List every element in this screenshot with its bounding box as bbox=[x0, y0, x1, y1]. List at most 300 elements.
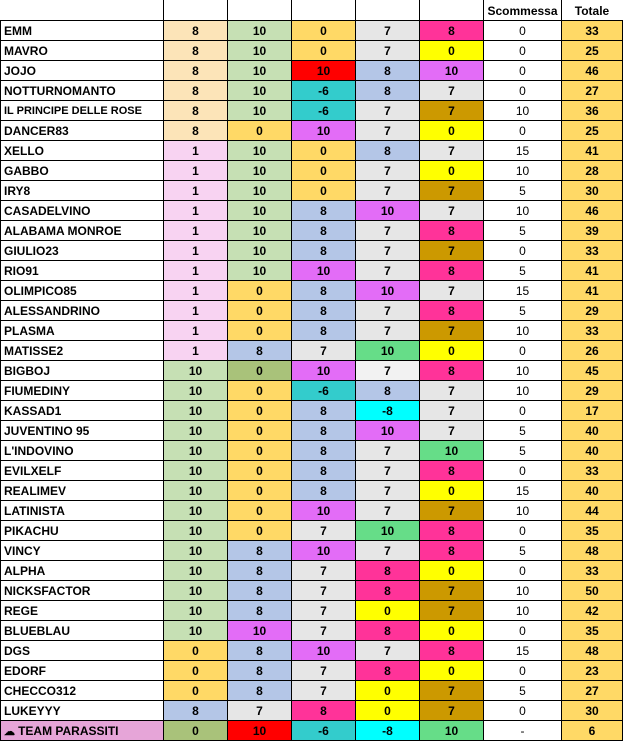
score-cell-1[interactable]: 10 bbox=[164, 381, 228, 401]
score-cell-3[interactable]: 8 bbox=[292, 281, 356, 301]
bet-cell[interactable]: 10 bbox=[484, 201, 562, 221]
player-name-cell[interactable]: CHECCO312 bbox=[1, 681, 164, 701]
total-cell[interactable]: 28 bbox=[562, 161, 623, 181]
player-name-cell[interactable]: DGS bbox=[1, 641, 164, 661]
score-cell-5[interactable]: 10 bbox=[420, 61, 484, 81]
total-cell[interactable]: 23 bbox=[562, 661, 623, 681]
score-cell-2[interactable]: 8 bbox=[228, 561, 292, 581]
score-cell-5[interactable]: 7 bbox=[420, 201, 484, 221]
total-cell[interactable]: 41 bbox=[562, 261, 623, 281]
score-cell-1[interactable]: 8 bbox=[164, 701, 228, 721]
bet-cell[interactable]: 0 bbox=[484, 401, 562, 421]
score-cell-2[interactable]: 0 bbox=[228, 401, 292, 421]
total-cell[interactable]: 33 bbox=[562, 561, 623, 581]
score-cell-3[interactable]: 10 bbox=[292, 261, 356, 281]
score-cell-3[interactable]: 8 bbox=[292, 461, 356, 481]
score-cell-4[interactable]: 8 bbox=[356, 81, 420, 101]
score-cell-1[interactable]: 10 bbox=[164, 441, 228, 461]
score-cell-1[interactable]: 1 bbox=[164, 341, 228, 361]
score-cell-4[interactable]: 7 bbox=[356, 461, 420, 481]
score-cell-5[interactable]: 0 bbox=[420, 661, 484, 681]
score-cell-4[interactable]: 7 bbox=[356, 41, 420, 61]
player-name-cell[interactable]: IRY8 bbox=[1, 181, 164, 201]
total-cell[interactable]: 29 bbox=[562, 301, 623, 321]
player-name-cell[interactable]: REGE bbox=[1, 601, 164, 621]
score-cell-3[interactable]: -6 bbox=[292, 81, 356, 101]
score-cell-3[interactable]: 7 bbox=[292, 341, 356, 361]
total-cell[interactable]: 30 bbox=[562, 181, 623, 201]
score-cell-3[interactable]: 8 bbox=[292, 701, 356, 721]
score-cell-2[interactable]: 10 bbox=[228, 721, 292, 741]
bet-cell[interactable]: 10 bbox=[484, 101, 562, 121]
total-cell[interactable]: 33 bbox=[562, 241, 623, 261]
score-cell-1[interactable]: 1 bbox=[164, 321, 228, 341]
table-row bbox=[1, 621, 623, 641]
score-cell-1[interactable]: 10 bbox=[164, 401, 228, 421]
score-cell-5[interactable]: 0 bbox=[420, 621, 484, 641]
score-cell-2[interactable]: 0 bbox=[228, 361, 292, 381]
score-cell-3[interactable]: 0 bbox=[292, 21, 356, 41]
score-cell-1[interactable]: 8 bbox=[164, 121, 228, 141]
bet-cell[interactable]: 0 bbox=[484, 81, 562, 101]
score-cell-5[interactable]: 8 bbox=[420, 541, 484, 561]
score-cell-5[interactable]: 0 bbox=[420, 161, 484, 181]
bet-cell[interactable]: 15 bbox=[484, 141, 562, 161]
total-cell[interactable]: 46 bbox=[562, 201, 623, 221]
total-cell[interactable]: 45 bbox=[562, 361, 623, 381]
score-cell-2[interactable]: 0 bbox=[228, 421, 292, 441]
score-cell-5[interactable]: 8 bbox=[420, 221, 484, 241]
score-cell-4[interactable]: 10 bbox=[356, 281, 420, 301]
bet-cell[interactable]: 15 bbox=[484, 641, 562, 661]
score-cell-5[interactable]: 7 bbox=[420, 101, 484, 121]
player-name-cell[interactable]: CASADELVINO bbox=[1, 201, 164, 221]
score-cell-3[interactable]: 0 bbox=[292, 181, 356, 201]
team-name-cell[interactable] bbox=[1, 721, 164, 741]
bet-cell[interactable]: 0 bbox=[484, 561, 562, 581]
score-cell-5[interactable]: 7 bbox=[420, 81, 484, 101]
score-cell-1[interactable]: 10 bbox=[164, 601, 228, 621]
total-cell[interactable]: 48 bbox=[562, 641, 623, 661]
total-cell[interactable]: 42 bbox=[562, 601, 623, 621]
player-name-cell[interactable]: EMM bbox=[1, 21, 164, 41]
player-name-cell[interactable]: DANCER83 bbox=[1, 121, 164, 141]
score-cell-5[interactable]: 0 bbox=[420, 561, 484, 581]
score-cell-1[interactable]: 1 bbox=[164, 161, 228, 181]
total-cell[interactable]: 41 bbox=[562, 281, 623, 301]
total-cell[interactable]: 40 bbox=[562, 441, 623, 461]
header-row bbox=[1, 1, 623, 21]
total-cell[interactable]: 41 bbox=[562, 141, 623, 161]
player-name-cell[interactable]: ALABAMA MONROE bbox=[1, 221, 164, 241]
bet-cell[interactable]: 0 bbox=[484, 461, 562, 481]
bet-cell[interactable]: 0 bbox=[484, 661, 562, 681]
player-name-cell[interactable]: JOJO bbox=[1, 61, 164, 81]
score-cell-4[interactable]: 7 bbox=[356, 541, 420, 561]
table-row bbox=[1, 501, 623, 521]
player-name-cell[interactable]: ALESSANDRINO bbox=[1, 301, 164, 321]
score-cell-5[interactable]: 7 bbox=[420, 381, 484, 401]
score-cell-3[interactable]: 10 bbox=[292, 61, 356, 81]
score-cell-4[interactable]: 7 bbox=[356, 321, 420, 341]
score-cell-1[interactable]: 0 bbox=[164, 641, 228, 661]
table-row bbox=[1, 481, 623, 501]
total-cell[interactable]: 36 bbox=[562, 101, 623, 121]
score-cell-1[interactable]: 10 bbox=[164, 541, 228, 561]
bet-cell[interactable]: 10 bbox=[484, 161, 562, 181]
bet-cell[interactable]: 5 bbox=[484, 441, 562, 461]
score-cell-2[interactable]: 8 bbox=[228, 581, 292, 601]
total-cell[interactable]: 25 bbox=[562, 121, 623, 141]
total-cell[interactable]: 33 bbox=[562, 461, 623, 481]
score-cell-4[interactable]: 8 bbox=[356, 561, 420, 581]
score-cell-2[interactable]: 0 bbox=[228, 281, 292, 301]
player-name-cell[interactable]: EVILXELF bbox=[1, 461, 164, 481]
score-cell-4[interactable]: 7 bbox=[356, 101, 420, 121]
score-cell-1[interactable]: 1 bbox=[164, 201, 228, 221]
total-cell[interactable]: 25 bbox=[562, 41, 623, 61]
score-cell-1[interactable]: 10 bbox=[164, 581, 228, 601]
score-cell-4[interactable]: 7 bbox=[356, 501, 420, 521]
score-cell-5[interactable]: 0 bbox=[420, 341, 484, 361]
player-name-cell[interactable]: XELLO bbox=[1, 141, 164, 161]
bet-cell[interactable]: 5 bbox=[484, 421, 562, 441]
score-cell-1[interactable]: 10 bbox=[164, 421, 228, 441]
score-cell-1[interactable]: 8 bbox=[164, 41, 228, 61]
score-cell-3[interactable]: 7 bbox=[292, 581, 356, 601]
table-row bbox=[1, 81, 623, 101]
total-cell[interactable]: 33 bbox=[562, 21, 623, 41]
score-cell-3[interactable]: 8 bbox=[292, 421, 356, 441]
table-row bbox=[1, 581, 623, 601]
score-cell-3[interactable]: 8 bbox=[292, 201, 356, 221]
bet-cell[interactable]: 0 bbox=[484, 521, 562, 541]
player-name-cell[interactable]: KASSAD1 bbox=[1, 401, 164, 421]
score-cell-3[interactable]: 7 bbox=[292, 681, 356, 701]
player-name-cell[interactable]: JUVENTINO 95 bbox=[1, 421, 164, 441]
score-cell-4[interactable]: 10 bbox=[356, 421, 420, 441]
score-cell-1[interactable]: 10 bbox=[164, 461, 228, 481]
total-cell[interactable]: 35 bbox=[562, 521, 623, 541]
bet-cell[interactable]: 5 bbox=[484, 541, 562, 561]
score-cell-3[interactable]: 8 bbox=[292, 481, 356, 501]
player-name-cell[interactable]: PLASMA bbox=[1, 321, 164, 341]
score-cell-3[interactable]: 8 bbox=[292, 221, 356, 241]
score-cell-4[interactable]: 0 bbox=[356, 601, 420, 621]
score-cell-3[interactable]: 10 bbox=[292, 361, 356, 381]
score-cell-4[interactable]: 7 bbox=[356, 221, 420, 241]
score-cell-1[interactable]: 10 bbox=[164, 521, 228, 541]
score-cell-2[interactable]: 0 bbox=[228, 321, 292, 341]
score-cell-2[interactable]: 10 bbox=[228, 81, 292, 101]
score-cell-4[interactable]: 7 bbox=[356, 641, 420, 661]
bet-cell[interactable]: 0 bbox=[484, 21, 562, 41]
bet-cell[interactable]: 10 bbox=[484, 361, 562, 381]
bet-cell[interactable]: 10 bbox=[484, 321, 562, 341]
score-cell-2[interactable]: 0 bbox=[228, 501, 292, 521]
score-cell-2[interactable]: 10 bbox=[228, 141, 292, 161]
score-cell-4[interactable]: 7 bbox=[356, 21, 420, 41]
bet-cell[interactable]: 0 bbox=[484, 621, 562, 641]
total-cell[interactable]: 6 bbox=[562, 721, 623, 741]
player-name-cell[interactable]: GIULIO23 bbox=[1, 241, 164, 261]
score-cell-1[interactable]: 1 bbox=[164, 281, 228, 301]
score-cell-2[interactable]: 8 bbox=[228, 681, 292, 701]
player-name-cell[interactable]: BIGBOJ bbox=[1, 361, 164, 381]
player-name-cell[interactable]: LATINISTA bbox=[1, 501, 164, 521]
score-cell-2[interactable]: 10 bbox=[228, 21, 292, 41]
bet-cell[interactable]: 10 bbox=[484, 381, 562, 401]
table-row bbox=[1, 61, 623, 81]
bet-cell[interactable]: 0 bbox=[484, 341, 562, 361]
player-name-cell[interactable]: ALPHA bbox=[1, 561, 164, 581]
score-cell-3[interactable]: 8 bbox=[292, 401, 356, 421]
bet-cell[interactable]: 0 bbox=[484, 241, 562, 261]
score-cell-4[interactable]: 7 bbox=[356, 161, 420, 181]
score-cell-2[interactable]: 10 bbox=[228, 181, 292, 201]
bet-cell[interactable]: 5 bbox=[484, 681, 562, 701]
score-cell-3[interactable]: 7 bbox=[292, 561, 356, 581]
score-cell-1[interactable]: 1 bbox=[164, 221, 228, 241]
score-cell-2[interactable]: 0 bbox=[228, 301, 292, 321]
score-cell-5[interactable]: 8 bbox=[420, 301, 484, 321]
score-cell-1[interactable]: 10 bbox=[164, 501, 228, 521]
total-cell[interactable]: 39 bbox=[562, 221, 623, 241]
score-cell-1[interactable]: 0 bbox=[164, 721, 228, 741]
bet-cell[interactable]: 15 bbox=[484, 481, 562, 501]
score-cell-2[interactable]: 8 bbox=[228, 541, 292, 561]
score-cell-4[interactable]: 8 bbox=[356, 661, 420, 681]
score-cell-2[interactable]: 0 bbox=[228, 381, 292, 401]
score-cell-4[interactable]: 7 bbox=[356, 261, 420, 281]
score-cell-1[interactable]: 1 bbox=[164, 181, 228, 201]
score-cell-3[interactable]: 0 bbox=[292, 41, 356, 61]
score-cell-1[interactable]: 1 bbox=[164, 261, 228, 281]
score-cell-1[interactable]: 8 bbox=[164, 81, 228, 101]
total-cell[interactable]: 50 bbox=[562, 581, 623, 601]
score-cell-5[interactable]: 0 bbox=[420, 481, 484, 501]
score-cell-4[interactable]: 0 bbox=[356, 681, 420, 701]
score-cell-5[interactable]: 7 bbox=[420, 601, 484, 621]
player-name-cell[interactable]: L'INDOVINO bbox=[1, 441, 164, 461]
score-cell-5[interactable]: 7 bbox=[420, 501, 484, 521]
score-cell-2[interactable]: 7 bbox=[228, 701, 292, 721]
score-cell-4[interactable]: -8 bbox=[356, 721, 420, 741]
score-cell-5[interactable]: 7 bbox=[420, 241, 484, 261]
score-cell-1[interactable]: 1 bbox=[164, 241, 228, 261]
player-name-cell[interactable]: GABBO bbox=[1, 161, 164, 181]
score-cell-4[interactable]: 10 bbox=[356, 201, 420, 221]
score-cell-3[interactable]: 7 bbox=[292, 621, 356, 641]
score-cell-4[interactable]: 7 bbox=[356, 361, 420, 381]
score-cell-4[interactable]: 10 bbox=[356, 341, 420, 361]
score-cell-2[interactable]: 10 bbox=[228, 621, 292, 641]
bet-cell[interactable]: 10 bbox=[484, 501, 562, 521]
score-cell-2[interactable]: 10 bbox=[228, 161, 292, 181]
score-cell-4[interactable]: 7 bbox=[356, 441, 420, 461]
score-cell-2[interactable]: 0 bbox=[228, 441, 292, 461]
score-cell-3[interactable]: -6 bbox=[292, 101, 356, 121]
bet-cell[interactable]: 0 bbox=[484, 701, 562, 721]
score-cell-2[interactable]: 10 bbox=[228, 101, 292, 121]
score-cell-3[interactable]: 0 bbox=[292, 161, 356, 181]
score-cell-5[interactable]: 7 bbox=[420, 321, 484, 341]
total-cell[interactable]: 27 bbox=[562, 681, 623, 701]
total-cell[interactable]: 33 bbox=[562, 321, 623, 341]
score-cell-5[interactable]: 8 bbox=[420, 361, 484, 381]
score-cell-1[interactable]: 10 bbox=[164, 621, 228, 641]
bet-cell[interactable]: 0 bbox=[484, 41, 562, 61]
player-name-cell[interactable]: BLUEBLAU bbox=[1, 621, 164, 641]
score-cell-1[interactable]: 0 bbox=[164, 661, 228, 681]
score-cell-5[interactable]: 8 bbox=[420, 521, 484, 541]
score-cell-4[interactable]: 7 bbox=[356, 481, 420, 501]
player-name-cell[interactable]: NOTTURNOMANTO bbox=[1, 81, 164, 101]
score-cell-1[interactable]: 0 bbox=[164, 681, 228, 701]
score-cell-2[interactable]: 8 bbox=[228, 341, 292, 361]
table-row bbox=[1, 101, 623, 121]
score-cell-5[interactable]: 7 bbox=[420, 701, 484, 721]
score-cell-2[interactable]: 0 bbox=[228, 481, 292, 501]
bet-cell[interactable]: 5 bbox=[484, 261, 562, 281]
score-cell-5[interactable]: 7 bbox=[420, 581, 484, 601]
cloud-icon: ☁ bbox=[4, 725, 19, 738]
score-cell-4[interactable]: 7 bbox=[356, 241, 420, 261]
score-cell-3[interactable]: 10 bbox=[292, 641, 356, 661]
score-cell-2[interactable]: 10 bbox=[228, 201, 292, 221]
score-cell-2[interactable]: 10 bbox=[228, 241, 292, 261]
bet-cell[interactable]: 0 bbox=[484, 121, 562, 141]
bet-cell[interactable]: 5 bbox=[484, 181, 562, 201]
score-cell-5[interactable]: 8 bbox=[420, 261, 484, 281]
player-name-cell[interactable]: IL PRINCIPE DELLE ROSE bbox=[1, 101, 164, 121]
player-name-cell[interactable]: MATISSE2 bbox=[1, 341, 164, 361]
score-cell-3[interactable]: 0 bbox=[292, 141, 356, 161]
score-cell-4[interactable]: 8 bbox=[356, 141, 420, 161]
score-cell-4[interactable]: -8 bbox=[356, 401, 420, 421]
score-cell-5[interactable]: 0 bbox=[420, 121, 484, 141]
player-name-cell[interactable]: PIKACHU bbox=[1, 521, 164, 541]
player-name-cell[interactable]: NICKSFACTOR bbox=[1, 581, 164, 601]
score-cell-5[interactable]: 8 bbox=[420, 641, 484, 661]
score-cell-4[interactable]: 7 bbox=[356, 301, 420, 321]
score-cell-2[interactable]: 8 bbox=[228, 661, 292, 681]
score-cell-5[interactable]: 7 bbox=[420, 401, 484, 421]
score-cell-3[interactable]: 8 bbox=[292, 441, 356, 461]
score-cell-5[interactable]: 7 bbox=[420, 281, 484, 301]
score-cell-2[interactable]: 0 bbox=[228, 461, 292, 481]
score-cell-2[interactable]: 10 bbox=[228, 261, 292, 281]
bet-cell[interactable]: - bbox=[484, 721, 562, 741]
score-cell-4[interactable]: 8 bbox=[356, 581, 420, 601]
bet-cell[interactable]: 0 bbox=[484, 61, 562, 81]
score-cell-2[interactable]: 10 bbox=[228, 61, 292, 81]
score-cell-5[interactable]: 7 bbox=[420, 181, 484, 201]
score-cell-4[interactable]: 10 bbox=[356, 521, 420, 541]
score-cell-3[interactable]: 8 bbox=[292, 321, 356, 341]
score-cell-2[interactable]: 10 bbox=[228, 221, 292, 241]
total-cell[interactable]: 46 bbox=[562, 61, 623, 81]
score-cell-4[interactable]: 8 bbox=[356, 381, 420, 401]
bet-cell[interactable]: 5 bbox=[484, 301, 562, 321]
total-cell[interactable]: 48 bbox=[562, 541, 623, 561]
score-cell-3[interactable]: 8 bbox=[292, 301, 356, 321]
score-cell-4[interactable]: 8 bbox=[356, 621, 420, 641]
score-cell-1[interactable]: 8 bbox=[164, 101, 228, 121]
score-cell-4[interactable]: 0 bbox=[356, 701, 420, 721]
score-cell-1[interactable]: 10 bbox=[164, 481, 228, 501]
total-cell[interactable]: 26 bbox=[562, 341, 623, 361]
total-cell[interactable]: 17 bbox=[562, 401, 623, 421]
score-cell-3[interactable]: 7 bbox=[292, 601, 356, 621]
score-cell-2[interactable]: 0 bbox=[228, 521, 292, 541]
score-cell-2[interactable]: 10 bbox=[228, 41, 292, 61]
player-name-cell[interactable]: FIUMEDINY bbox=[1, 381, 164, 401]
total-cell[interactable]: 44 bbox=[562, 501, 623, 521]
bet-cell[interactable]: 10 bbox=[484, 581, 562, 601]
score-cell-4[interactable]: 7 bbox=[356, 181, 420, 201]
total-cell[interactable]: 40 bbox=[562, 421, 623, 441]
score-cell-5[interactable]: 10 bbox=[420, 721, 484, 741]
bet-cell[interactable]: 10 bbox=[484, 601, 562, 621]
player-name-cell[interactable]: VINCY bbox=[1, 541, 164, 561]
score-cell-2[interactable]: 8 bbox=[228, 641, 292, 661]
bet-cell[interactable]: 5 bbox=[484, 221, 562, 241]
total-cell[interactable]: 29 bbox=[562, 381, 623, 401]
score-cell-4[interactable]: 7 bbox=[356, 121, 420, 141]
score-cell-1[interactable]: 10 bbox=[164, 361, 228, 381]
total-cell[interactable]: 30 bbox=[562, 701, 623, 721]
player-name-cell[interactable]: OLIMPICO85 bbox=[1, 281, 164, 301]
score-cell-5[interactable]: 10 bbox=[420, 441, 484, 461]
score-cell-3[interactable]: 7 bbox=[292, 521, 356, 541]
score-cell-3[interactable]: 10 bbox=[292, 541, 356, 561]
player-name-cell[interactable]: REALIMEV bbox=[1, 481, 164, 501]
score-cell-1[interactable]: 8 bbox=[164, 61, 228, 81]
player-name-cell[interactable]: MAVRO bbox=[1, 41, 164, 61]
total-cell[interactable]: 40 bbox=[562, 481, 623, 501]
score-cell-1[interactable]: 8 bbox=[164, 21, 228, 41]
score-cell-2[interactable]: 8 bbox=[228, 601, 292, 621]
score-cell-5[interactable]: 0 bbox=[420, 41, 484, 61]
score-cell-2[interactable]: 0 bbox=[228, 121, 292, 141]
score-cell-1[interactable]: 1 bbox=[164, 301, 228, 321]
score-cell-5[interactable]: 7 bbox=[420, 681, 484, 701]
score-cell-3[interactable]: 8 bbox=[292, 241, 356, 261]
player-name-cell[interactable]: RIO91 bbox=[1, 261, 164, 281]
score-cell-3[interactable]: 10 bbox=[292, 501, 356, 521]
score-cell-3[interactable]: 10 bbox=[292, 121, 356, 141]
table-row bbox=[1, 541, 623, 561]
bet-cell[interactable]: 15 bbox=[484, 281, 562, 301]
total-cell[interactable]: 27 bbox=[562, 81, 623, 101]
table-row bbox=[1, 301, 623, 321]
total-cell[interactable]: 35 bbox=[562, 621, 623, 641]
score-cell-5[interactable]: 8 bbox=[420, 21, 484, 41]
score-cell-1[interactable]: 1 bbox=[164, 141, 228, 161]
score-cell-1[interactable]: 10 bbox=[164, 561, 228, 581]
player-name-cell[interactable]: EDORF bbox=[1, 661, 164, 681]
score-cell-3[interactable]: 7 bbox=[292, 661, 356, 681]
score-cell-5[interactable]: 7 bbox=[420, 141, 484, 161]
score-cell-3[interactable]: -6 bbox=[292, 381, 356, 401]
score-cell-5[interactable]: 8 bbox=[420, 461, 484, 481]
team-name: TEAM PARASSITI bbox=[18, 723, 119, 738]
score-cell-4[interactable]: 8 bbox=[356, 61, 420, 81]
player-name-cell[interactable]: LUKEYYY bbox=[1, 701, 164, 721]
score-cell-5[interactable]: 7 bbox=[420, 421, 484, 441]
score-cell-3[interactable]: -6 bbox=[292, 721, 356, 741]
